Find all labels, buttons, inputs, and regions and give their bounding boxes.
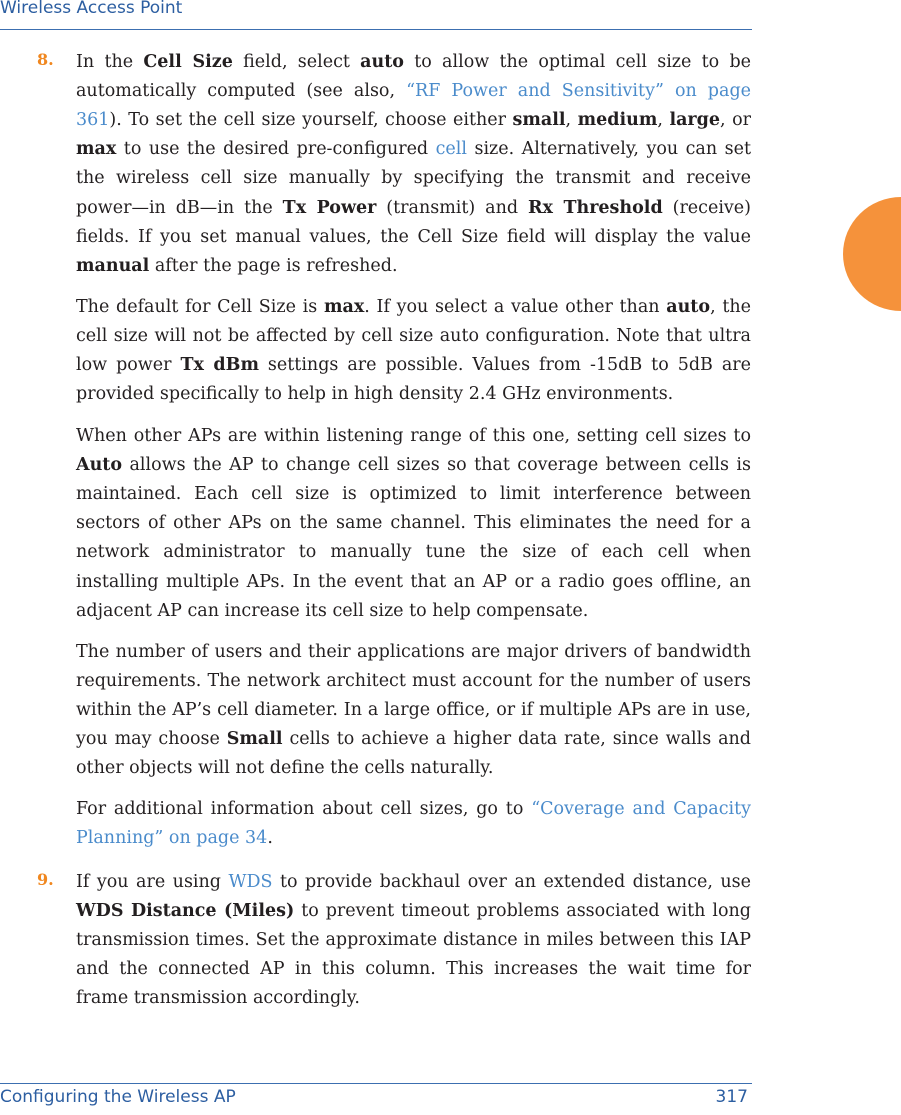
bold-term: Rx Threshold [528,197,663,218]
bold-term: Auto [76,454,123,475]
bold-term: medium [577,109,658,130]
header-title: Wireless Access Point [0,0,183,18]
step8-paragraph-2 [76,293,751,410]
page-footer [0,1083,752,1115]
text: , the cell size will not be affected by cell size auto configuration. Note that ultra low power [76,296,751,375]
text: For additional information about cell sizes, go to [76,798,532,819]
text: field, select [232,51,361,72]
bold-term: WDS Distance (Miles) [76,900,295,921]
bold-term: max [323,296,365,317]
text: to provide backhaul over an extended distance, use [272,871,752,892]
link-cell[interactable]: cell [435,139,467,160]
link-wds[interactable]: WDS [228,871,273,892]
text: cells to achieve a higher data rate, since walls and other objects will not define the cells naturally. [76,729,751,779]
text: (receive) fields. If you set manual values, the Cell Size field will display the value [76,197,751,247]
step8-paragraph-1 [76,48,751,282]
text: The default for Cell Size is [76,296,324,317]
text: , or [720,109,751,130]
text: after the page is refreshed. [149,255,398,276]
step8-paragraph-3 [76,422,751,626]
text: allows the AP to change cell sizes so that coverage between cells is maintained. Each cell size is optimized to limit interference between sectors of other APs on the same channel. This eliminates the need for a network administrator to manually tune the size of each cell when installing multiple APs. In the event that an AP or a radio goes offline, an adjacent AP can increase its cell size to help compensate. [76,454,751,621]
text: . [267,827,273,848]
text: When other APs are within listening range of this one, setting cell sizes to [76,425,751,446]
bold-term: max [76,139,117,160]
chapter-tab-marker [843,197,901,311]
bold-term: large [669,109,721,130]
text: , [657,109,670,130]
bold-term: auto [360,51,404,72]
footer-section-title: Configuring the Wireless AP [0,1087,236,1107]
step-number-8: 8. [37,50,54,69]
step8-paragraph-4 [76,638,751,784]
text: ). To set the cell size yourself, choose either [109,109,513,130]
text: . If you select a value other than [364,296,667,317]
bold-term: auto [666,296,711,317]
link-rf-power-sensitivity[interactable]: “RF Power and Sensitivity” on page 361 [76,80,752,130]
text: (transmit) and [376,197,529,218]
step8-paragraph-5 [76,795,751,853]
step-number-9: 9. [37,870,54,889]
text: to prevent timeout problems associated with long transmission times. Set the approximate distance in miles between this IAP and the connected AP in this column. This increases the wait time for frame transmission accordingly. [76,900,751,1009]
text: The number of users and their applications are major drivers of bandwidth requirements. The network architect must account for the number of users within the AP’s cell diameter. In a large office, or if multiple APs are in use, you may choose [76,641,751,750]
text: to use the desired pre-configured [116,139,436,160]
page-number: 317 [715,1087,748,1107]
bold-term: Tx Power [282,197,377,218]
text: size. Alternatively, you can set the wireless cell size manually by specifying the transmit and receive power—in dB—in the [76,139,751,218]
bold-term: Cell Size [143,51,233,72]
bold-term: manual [76,255,150,276]
text: If you are using [76,871,229,892]
text: to allow the optimal cell size to be automatically computed (see also, [76,51,752,101]
bold-term: Small [226,729,283,750]
page-header [0,0,752,30]
bold-term: small [512,109,566,130]
link-coverage-capacity-planning[interactable]: “Coverage and Capacity Planning” on page 34 [76,798,752,848]
step9-paragraph-1 [76,868,751,1014]
text: In the [76,51,144,72]
bold-term: Tx dBm [180,354,259,375]
text: settings are possible. Values from -15dB to 5dB are provided specifically to help in high density 2.4 GHz environments. [76,354,752,405]
text: , [565,109,578,130]
